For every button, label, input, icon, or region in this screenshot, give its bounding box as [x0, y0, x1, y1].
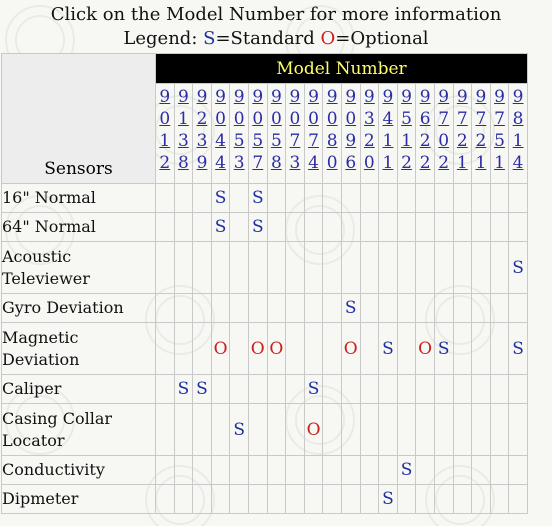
empty-cell: [323, 456, 342, 485]
model-column-header: [211, 84, 230, 184]
empty-cell: [156, 485, 175, 514]
empty-cell: [509, 485, 528, 514]
empty-cell: [323, 294, 342, 323]
model-link-9138[interactable]: 9 1 3 8: [177, 87, 189, 173]
empty-cell: [174, 184, 193, 213]
empty-cell: [509, 294, 528, 323]
model-link-9096[interactable]: 9 0 9 6: [345, 87, 357, 173]
empty-cell: [397, 184, 416, 213]
empty-cell: [453, 404, 472, 456]
empty-cell: [472, 404, 491, 456]
empty-cell: [472, 294, 491, 323]
empty-cell: [286, 213, 305, 242]
empty-cell: [379, 242, 398, 294]
empty-cell: [379, 456, 398, 485]
model-link-9080[interactable]: 9 0 8 0: [326, 87, 338, 173]
optional-marker: O: [341, 323, 360, 375]
empty-cell: [341, 242, 360, 294]
empty-cell: [174, 485, 193, 514]
empty-cell: [360, 404, 379, 456]
empty-cell: [360, 323, 379, 375]
empty-cell: [490, 404, 509, 456]
standard-marker: S: [304, 375, 323, 404]
empty-cell: [509, 375, 528, 404]
empty-cell: [341, 213, 360, 242]
model-column-header: [397, 84, 416, 184]
empty-cell: [397, 375, 416, 404]
model-number-header: Model Number: [156, 54, 528, 84]
empty-cell: [397, 323, 416, 375]
table-row: [2, 375, 528, 404]
empty-cell: [267, 456, 286, 485]
standard-marker: S: [211, 213, 230, 242]
empty-cell: [416, 456, 435, 485]
model-link-9512[interactable]: 9 5 1 2: [401, 87, 412, 173]
sensors-label: Sensors: [44, 159, 113, 179]
model-link-9058[interactable]: 9 0 5 8: [270, 87, 282, 173]
empty-cell: [323, 213, 342, 242]
empty-cell: [267, 375, 286, 404]
empty-cell: [397, 242, 416, 294]
empty-cell: [453, 485, 472, 514]
sensor-name: 64" Normal: [2, 213, 156, 242]
empty-cell: [379, 375, 398, 404]
empty-cell: [379, 184, 398, 213]
empty-cell: [434, 485, 453, 514]
empty-cell: [360, 242, 379, 294]
empty-cell: [416, 213, 435, 242]
empty-cell: [156, 184, 175, 213]
empty-cell: [453, 323, 472, 375]
model-column-header: [379, 84, 398, 184]
empty-cell: [304, 184, 323, 213]
empty-cell: [248, 375, 267, 404]
model-link-9239[interactable]: 9 2 3 9: [196, 87, 208, 173]
empty-cell: [267, 294, 286, 323]
model-link-9814[interactable]: 9 8 1 4: [512, 87, 524, 173]
empty-cell: [341, 404, 360, 456]
empty-cell: [193, 485, 212, 514]
empty-cell: [490, 456, 509, 485]
legend-optional-text: =Optional: [335, 28, 429, 49]
empty-cell: [267, 404, 286, 456]
empty-cell: [397, 213, 416, 242]
empty-cell: [323, 485, 342, 514]
empty-cell: [490, 375, 509, 404]
empty-cell: [211, 242, 230, 294]
empty-cell: [323, 404, 342, 456]
standard-marker: S: [211, 184, 230, 213]
empty-cell: [156, 456, 175, 485]
empty-cell: [211, 404, 230, 456]
empty-cell: [472, 456, 491, 485]
empty-cell: [397, 294, 416, 323]
empty-cell: [193, 242, 212, 294]
model-link-9702[interactable]: 9 7 0 2: [438, 87, 450, 173]
empty-cell: [286, 456, 305, 485]
model-link-9411[interactable]: 9 4 1 1: [382, 87, 394, 173]
optional-marker: O: [267, 323, 286, 375]
empty-cell: [434, 404, 453, 456]
empty-cell: [509, 213, 528, 242]
empty-cell: [323, 375, 342, 404]
empty-cell: [211, 485, 230, 514]
empty-cell: [434, 184, 453, 213]
empty-cell: [472, 485, 491, 514]
empty-cell: [490, 485, 509, 514]
sensor-name: Casing Collar Locator: [2, 404, 156, 456]
empty-cell: [248, 294, 267, 323]
empty-cell: [453, 294, 472, 323]
empty-cell: [509, 404, 528, 456]
sensor-name: Dipmeter: [2, 485, 156, 514]
optional-marker: O: [304, 404, 323, 456]
empty-cell: [193, 294, 212, 323]
empty-cell: [156, 294, 175, 323]
empty-cell: [248, 485, 267, 514]
empty-cell: [304, 213, 323, 242]
table-row: [2, 456, 528, 485]
empty-cell: [397, 485, 416, 514]
model-column-header: [286, 84, 305, 184]
empty-cell: [286, 375, 305, 404]
empty-cell: [472, 323, 491, 375]
empty-cell: [490, 323, 509, 375]
model-column-header: [434, 84, 453, 184]
standard-marker: S: [174, 375, 193, 404]
empty-cell: [360, 213, 379, 242]
empty-cell: [323, 323, 342, 375]
empty-cell: [472, 242, 491, 294]
empty-cell: [304, 485, 323, 514]
empty-cell: [360, 456, 379, 485]
empty-cell: [509, 184, 528, 213]
model-column-header: [490, 84, 509, 184]
empty-cell: [490, 213, 509, 242]
model-column-header: [304, 84, 323, 184]
optional-marker: O: [248, 323, 267, 375]
standard-marker: S: [379, 485, 398, 514]
empty-cell: [174, 294, 193, 323]
empty-cell: [156, 375, 175, 404]
model-link-9320[interactable]: 9 3 2 0: [363, 87, 375, 173]
empty-cell: [472, 213, 491, 242]
empty-cell: [267, 184, 286, 213]
empty-cell: [156, 213, 175, 242]
empty-cell: [453, 242, 472, 294]
empty-cell: [211, 375, 230, 404]
model-column-header: [267, 84, 286, 184]
empty-cell: [230, 184, 249, 213]
sensors-column-header: [2, 54, 156, 184]
sensor-name: Gyro Deviation: [2, 294, 156, 323]
model-column-header: [509, 84, 528, 184]
empty-cell: [230, 294, 249, 323]
legend-optional-code: O: [320, 28, 336, 49]
model-link-9622[interactable]: 9 6 2 2: [419, 87, 431, 173]
empty-cell: [416, 375, 435, 404]
empty-cell: [193, 404, 212, 456]
sensor-name: Acoustic Televiewer: [2, 242, 156, 294]
empty-cell: [267, 242, 286, 294]
empty-cell: [304, 294, 323, 323]
standard-marker: S: [341, 294, 360, 323]
empty-cell: [490, 242, 509, 294]
legend: [0, 27, 552, 51]
legend-standard-text: =Standard: [215, 28, 321, 49]
empty-cell: [323, 184, 342, 213]
empty-cell: [416, 242, 435, 294]
empty-cell: [434, 242, 453, 294]
model-column-header: [174, 84, 193, 184]
standard-marker: S: [509, 242, 528, 294]
empty-cell: [193, 213, 212, 242]
empty-cell: [323, 242, 342, 294]
empty-cell: [509, 456, 528, 485]
empty-cell: [193, 323, 212, 375]
empty-cell: [341, 485, 360, 514]
empty-cell: [248, 404, 267, 456]
standard-marker: S: [509, 323, 528, 375]
table-row: [2, 404, 528, 456]
standard-marker: S: [434, 323, 453, 375]
model-link-9053[interactable]: 9 0 5 3: [233, 87, 245, 173]
model-column-header: [341, 84, 360, 184]
empty-cell: [174, 323, 193, 375]
model-column-header: [156, 84, 175, 184]
empty-cell: [397, 404, 416, 456]
model-column-header: [360, 84, 379, 184]
empty-cell: [230, 485, 249, 514]
standard-marker: S: [230, 404, 249, 456]
empty-cell: [286, 404, 305, 456]
empty-cell: [156, 323, 175, 375]
empty-cell: [286, 485, 305, 514]
empty-cell: [453, 213, 472, 242]
empty-cell: [416, 404, 435, 456]
legend-standard-code: S: [203, 28, 216, 49]
model-link-9012[interactable]: 9 0 1 2: [159, 87, 171, 173]
model-column-header: [193, 84, 212, 184]
empty-cell: [211, 294, 230, 323]
optional-marker: O: [211, 323, 230, 375]
empty-cell: [286, 242, 305, 294]
standard-marker: S: [248, 184, 267, 213]
empty-cell: [156, 242, 175, 294]
empty-cell: [434, 375, 453, 404]
empty-cell: [193, 184, 212, 213]
empty-cell: [416, 485, 435, 514]
empty-cell: [472, 184, 491, 213]
empty-cell: [360, 485, 379, 514]
empty-cell: [453, 184, 472, 213]
model-column-header: [472, 84, 491, 184]
empty-cell: [286, 323, 305, 375]
standard-marker: S: [379, 323, 398, 375]
empty-cell: [230, 323, 249, 375]
empty-cell: [267, 485, 286, 514]
empty-cell: [360, 294, 379, 323]
model-column-header: [323, 84, 342, 184]
model-column-header: [248, 84, 267, 184]
empty-cell: [304, 323, 323, 375]
empty-cell: [360, 375, 379, 404]
empty-cell: [230, 242, 249, 294]
empty-cell: [174, 242, 193, 294]
empty-cell: [341, 184, 360, 213]
empty-cell: [490, 184, 509, 213]
empty-cell: [416, 184, 435, 213]
model-link-9073[interactable]: 9 0 7 3: [289, 87, 301, 173]
empty-cell: [230, 375, 249, 404]
standard-marker: S: [248, 213, 267, 242]
table-row: [2, 242, 528, 294]
empty-cell: [341, 375, 360, 404]
model-link-9057[interactable]: 9 0 5 7: [252, 87, 264, 173]
instruction-text: Click on the Model Number for more information: [50, 4, 502, 25]
empty-cell: [156, 404, 175, 456]
empty-cell: [453, 375, 472, 404]
model-link-9044[interactable]: 9 0 4 4: [215, 87, 226, 173]
table-row: [2, 323, 528, 375]
empty-cell: [490, 294, 509, 323]
table-row: [2, 485, 528, 514]
model-column-header: [230, 84, 249, 184]
model-column-header: [453, 84, 472, 184]
empty-cell: [379, 404, 398, 456]
empty-cell: [360, 184, 379, 213]
model-link-9721[interactable]: 9 7 2 1: [475, 87, 487, 173]
empty-cell: [434, 213, 453, 242]
empty-cell: [304, 456, 323, 485]
table-row: [2, 213, 528, 242]
sensor-model-table: [1, 53, 528, 514]
empty-cell: [174, 213, 193, 242]
standard-marker: S: [193, 375, 212, 404]
empty-cell: [230, 456, 249, 485]
model-link-9074[interactable]: 9 0 7 4: [308, 87, 319, 173]
empty-cell: [248, 242, 267, 294]
sensor-name: Conductivity: [2, 456, 156, 485]
empty-cell: [453, 456, 472, 485]
empty-cell: [379, 213, 398, 242]
empty-cell: [211, 456, 230, 485]
standard-marker: S: [397, 456, 416, 485]
table-row: [2, 294, 528, 323]
legend-prefix: Legend:: [123, 28, 204, 49]
sensor-name: Magnetic Deviation: [2, 323, 156, 375]
empty-cell: [416, 294, 435, 323]
empty-cell: [248, 456, 267, 485]
empty-cell: [341, 456, 360, 485]
empty-cell: [193, 456, 212, 485]
empty-cell: [267, 213, 286, 242]
empty-cell: [434, 456, 453, 485]
optional-marker: O: [416, 323, 435, 375]
sensor-name: 16" Normal: [2, 184, 156, 213]
model-link-9721[interactable]: 9 7 2 1: [456, 87, 468, 173]
model-column-header: [416, 84, 435, 184]
empty-cell: [286, 294, 305, 323]
empty-cell: [434, 294, 453, 323]
empty-cell: [286, 184, 305, 213]
empty-cell: [472, 375, 491, 404]
empty-cell: [230, 213, 249, 242]
sensor-name: Caliper: [2, 375, 156, 404]
empty-cell: [174, 456, 193, 485]
empty-cell: [174, 404, 193, 456]
empty-cell: [304, 242, 323, 294]
model-link-9751[interactable]: 9 7 5 1: [494, 87, 505, 173]
empty-cell: [379, 294, 398, 323]
table-row: [2, 184, 528, 213]
